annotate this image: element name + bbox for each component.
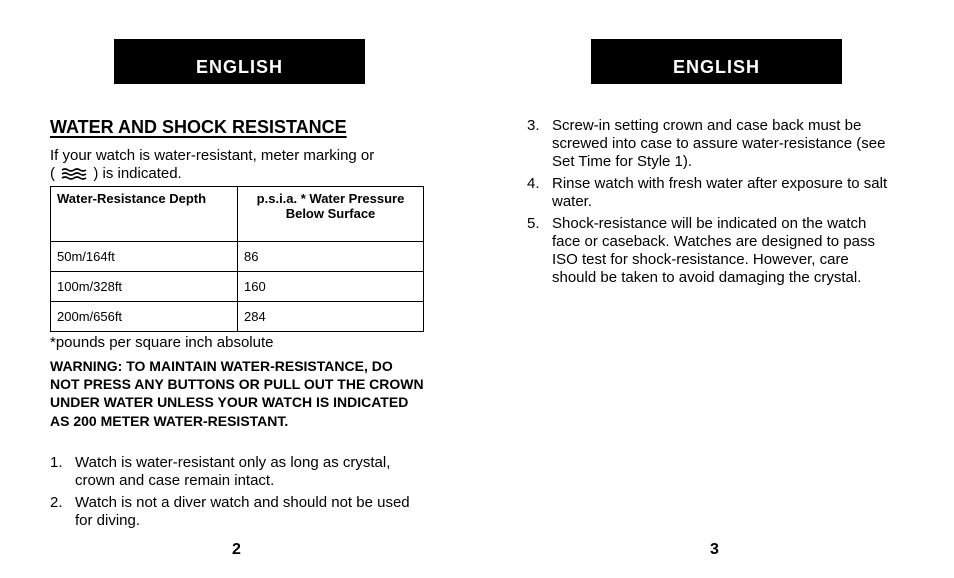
language-header [591, 39, 842, 84]
footnote: *pounds per square inch absolute [50, 334, 274, 351]
list-item-number: 4. [527, 175, 540, 192]
intro-line: If your watch is water-resistant, meter marking or [50, 147, 375, 164]
table-cell-pressure: 160 [238, 272, 424, 302]
table-cell-depth: 100m/328ft [51, 272, 238, 302]
list-item [527, 117, 897, 171]
list-item-text: Watch is water-resistant only as long as crystal, crown and case remain intact. [75, 454, 391, 489]
instruction-list [50, 454, 430, 534]
page-number: 2 [232, 541, 241, 558]
list-item [50, 454, 430, 490]
table-cell-depth: 50m/164ft [51, 242, 238, 272]
language-header-label: ENGLISH [672, 57, 760, 77]
language-header [114, 39, 365, 84]
list-item-text: Rinse watch with fresh water after exposure to salt water. [552, 175, 888, 210]
list-item [527, 215, 897, 287]
table-row [51, 302, 424, 332]
list-item-number: 1. [50, 454, 63, 471]
list-item-text: Screw-in setting crown and case back must be screwed into case to assure water-resistance (see Set Time for Style 1). [552, 117, 886, 170]
list-item-number: 2. [50, 494, 63, 511]
intro-open-paren: ( [50, 165, 55, 182]
water-waves-icon [61, 168, 87, 180]
table-cell-depth: 200m/656ft [51, 302, 238, 332]
list-item-number: 3. [527, 117, 540, 134]
right-page [477, 0, 954, 578]
table-header-pressure: p.s.i.a. * Water Pressure Below Surface [238, 187, 424, 242]
list-item-text: Shock-resistance will be indicated on the watch face or caseback. Watches are designed to pass ISO test for shock-resistance. However, care should be taken to avoid damaging the crystal. [552, 215, 875, 286]
table-header-row [51, 187, 424, 242]
list-item-text: Watch is not a diver watch and should not be used for diving. [75, 494, 410, 529]
intro-text [50, 147, 420, 183]
page-number: 3 [710, 541, 719, 558]
table-cell-pressure: 86 [238, 242, 424, 272]
list-item [527, 175, 897, 211]
table-row [51, 242, 424, 272]
table-cell-pressure: 284 [238, 302, 424, 332]
water-resistance-table [50, 186, 424, 332]
section-title: WATER AND SHOCK RESISTANCE [50, 117, 347, 137]
warning-text: WARNING: TO MAINTAIN WATER-RESISTANCE, DO NOT PRESS ANY BUTTONS OR PULL OUT THE CROWN UNDER WATER UNLESS YOUR WATCH IS INDICATED AS 200 METER WATER-RESISTANT. [50, 358, 424, 429]
language-header-label: ENGLISH [195, 57, 283, 77]
instruction-list [527, 117, 897, 291]
table-row [51, 272, 424, 302]
intro-close-text: ) is indicated. [93, 165, 182, 182]
table-header-depth: Water-Resistance Depth [51, 187, 238, 242]
list-item-number: 5. [527, 215, 540, 232]
list-item [50, 494, 430, 530]
